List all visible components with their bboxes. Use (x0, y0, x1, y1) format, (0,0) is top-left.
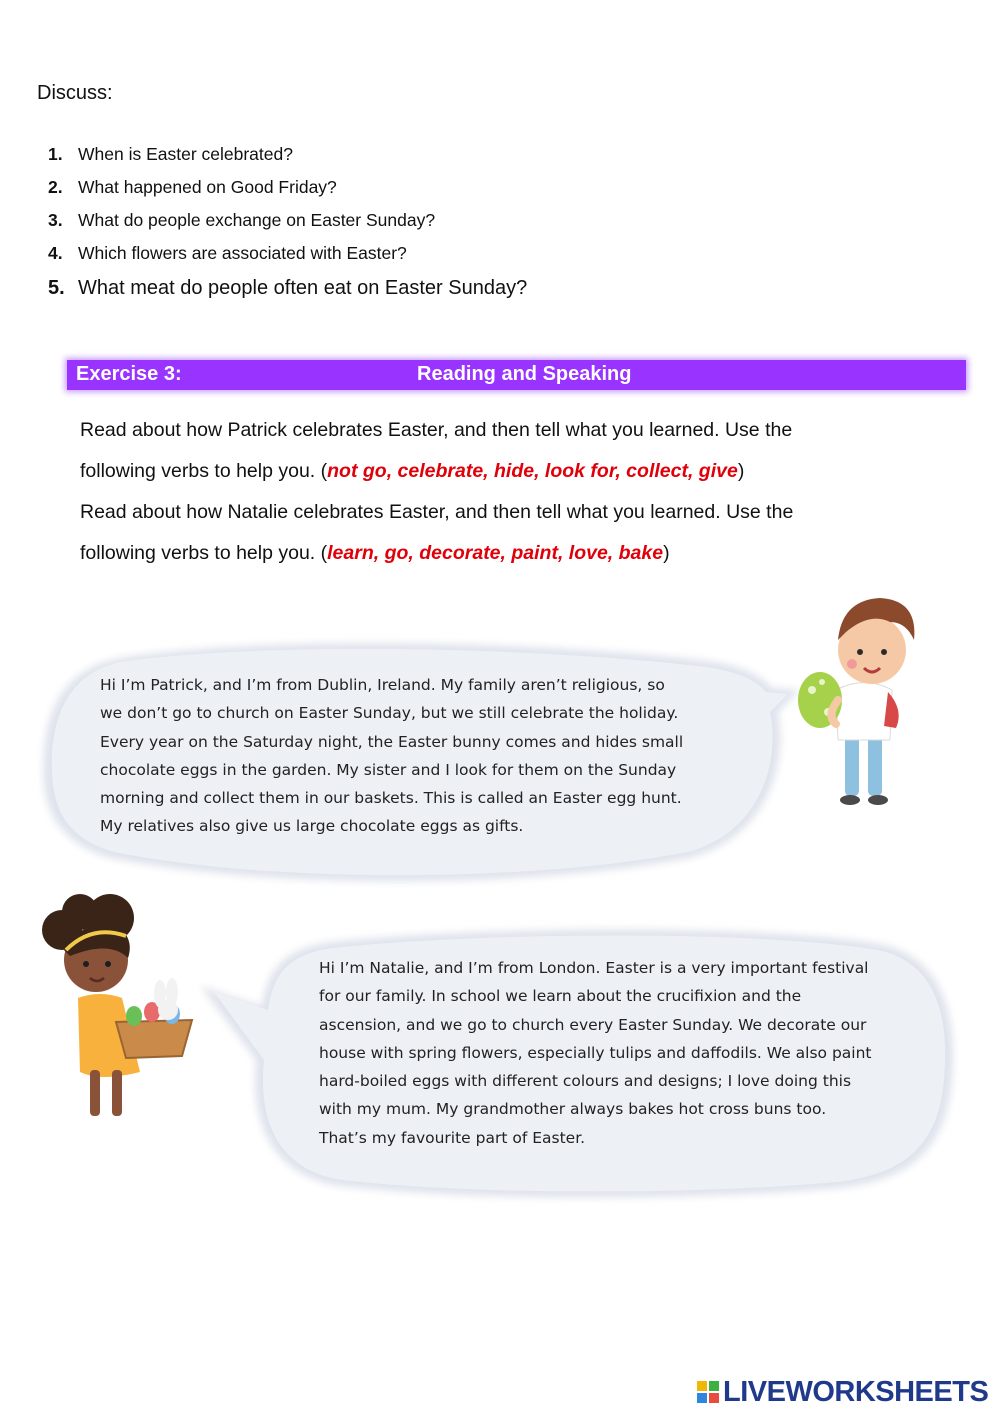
verb-list-patrick: not go, celebrate, hide, look for, collect, give (327, 460, 738, 482)
story-line: ascension, and we go to church every Easter Sunday. We decorate our (319, 1015, 867, 1034)
story-line: That’s my favourite part of Easter. (319, 1128, 586, 1147)
story-line: house with spring flowers, especially tulips and daffodils. We also paint (319, 1043, 872, 1062)
instruction-patrick-line1: Read about how Patrick celebrates Easter, and then tell what you learned. Use the (80, 419, 793, 441)
story-line: Hi I’m Patrick, and I’m from Dublin, Ireland. My family aren’t religious, so (100, 676, 665, 694)
exercise-number: Exercise 3: (76, 363, 182, 385)
story-line: hard-boiled eggs with different colours and designs; I love doing this (319, 1072, 852, 1091)
story-line: we don’t go to church on Easter Sunday, but we still celebrate the holiday. (100, 704, 679, 723)
question-number: 5. (48, 277, 65, 299)
liveworksheets-logo-icon (697, 1381, 719, 1403)
discuss-heading: Discuss: (37, 82, 113, 104)
story-line: for our family. In school we learn about the crucifixion and the (319, 987, 802, 1006)
instruction-prefix: following verbs to help you. ( (80, 542, 328, 564)
question-text: What do people exchange on Easter Sunday? (78, 210, 436, 230)
instruction-prefix: following verbs to help you. ( (80, 460, 328, 482)
story-line: with my mum. My grandmother always bakes hot cross buns too. (319, 1100, 827, 1119)
story-line: morning and collect them in our baskets. This is called an Easter egg hunt. (100, 789, 682, 808)
question-text: What meat do people often eat on Easter Sunday? (78, 277, 528, 299)
question-number: 4. (48, 243, 63, 263)
boy-with-egg-illustration (798, 598, 914, 805)
question-text: What happened on Good Friday? (78, 177, 337, 197)
question-text: Which flowers are associated with Easter? (78, 243, 407, 263)
story-line: Hi I’m Natalie, and I’m from London. Easter is a very important festival (319, 959, 869, 977)
question-text: When is Easter celebrated? (78, 144, 293, 164)
liveworksheets-logo-text[interactable]: LIVEWORKSHEETS (723, 1376, 989, 1408)
question-number: 1. (48, 144, 63, 164)
verb-list-natalie: learn, go, decorate, paint, love, bake (327, 542, 664, 564)
story-line: Every year on the Saturday night, the Easter bunny comes and hides small (100, 732, 684, 751)
story-line: My relatives also give us large chocolate eggs as gifts. (100, 817, 524, 836)
story-line: chocolate eggs in the garden. My sister and I look for them on the Sunday (100, 760, 677, 779)
closing-paren: ) (737, 460, 745, 482)
patrick-story (100, 671, 683, 841)
instruction-natalie-line1: Read about how Natalie celebrates Easter, and then tell what you learned. Use the (80, 501, 794, 523)
exercise-title: Reading and Speaking (417, 363, 632, 385)
natalie-story (319, 954, 872, 1152)
question-number: 2. (48, 177, 63, 197)
girl-with-basket-illustration (42, 894, 192, 1116)
closing-paren: ) (663, 542, 670, 564)
question-number: 3. (48, 210, 63, 230)
